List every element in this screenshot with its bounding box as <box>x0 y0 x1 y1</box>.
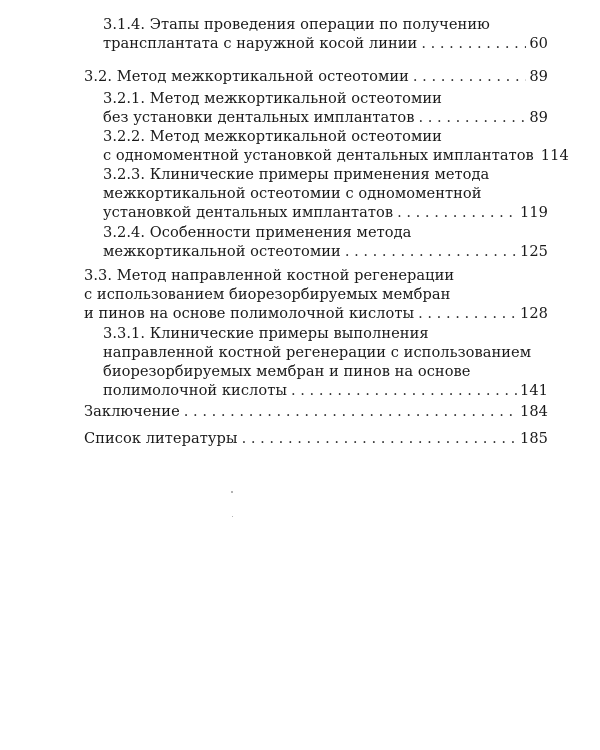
scan-speck <box>232 516 233 517</box>
toc-page-number: 125 <box>519 243 548 260</box>
toc-entry-title: биорезорбируемых мембран и пинов на основе <box>103 363 471 380</box>
toc-entry-title: 3.1.4. Этапы проведения операции по получению <box>103 16 490 33</box>
toc-page-number: 185 <box>519 430 548 447</box>
toc-page-number: 89 <box>529 109 548 126</box>
toc-entry-3-2-2[interactable] <box>103 127 569 165</box>
toc-entry-conclusion[interactable] <box>84 402 548 421</box>
dot-leader <box>421 34 526 53</box>
toc-page-number: 119 <box>519 204 548 221</box>
dot-leader <box>184 402 517 421</box>
toc-entry-title: межкортикальной остеотомии с одномоментной <box>103 185 482 202</box>
toc-entry-title: 3.3. Метод направленной костной регенерации <box>84 267 455 284</box>
toc-entry-title: без установки дентальных имплантатов <box>103 109 415 126</box>
toc-line <box>103 165 548 184</box>
toc-page-number: 128 <box>519 305 548 322</box>
toc-line <box>84 429 548 448</box>
dot-leader <box>397 203 517 222</box>
toc-line <box>103 127 548 146</box>
toc-entry-3-2-3[interactable] <box>103 165 548 222</box>
toc-entry-3-2[interactable] <box>84 67 548 86</box>
toc-line <box>84 402 548 421</box>
toc-line <box>84 304 548 323</box>
toc-entry-references[interactable] <box>84 429 548 448</box>
toc-entry-title: 3.3.1. Клинические примеры выполнения <box>103 325 429 342</box>
toc-page-number: 184 <box>519 403 548 420</box>
dot-leader <box>345 242 517 261</box>
toc-entry-title: 3.2.4. Особенности применения метода <box>103 224 412 241</box>
scan-speck <box>231 491 233 493</box>
dot-leader <box>291 381 517 400</box>
toc-line <box>103 34 548 53</box>
toc-entry-title: Заключение <box>84 403 180 420</box>
toc-page-number: 89 <box>529 68 548 85</box>
toc-entry-3-1-4[interactable] <box>103 15 548 53</box>
dot-leader <box>418 108 526 127</box>
toc-entry-title: Список литературы <box>84 430 238 447</box>
toc-entry-3-3[interactable] <box>84 266 548 323</box>
toc-line <box>103 324 548 343</box>
toc-entry-title: 3.2.1. Метод межкортикальной остеотомии <box>103 90 442 107</box>
toc-entry-title: 3.2.2. Метод межкортикальной остеотомии <box>103 128 442 145</box>
toc-line <box>103 184 548 203</box>
toc-line <box>84 285 548 304</box>
dot-leader <box>418 304 517 323</box>
toc-line <box>103 223 548 242</box>
toc-line <box>103 89 548 108</box>
toc-entry-title: 3.2. Метод межкортикальной остеотомии <box>84 68 409 85</box>
toc-page-number: 114 <box>540 147 569 164</box>
toc-entry-3-2-4[interactable] <box>103 223 548 261</box>
toc-line <box>103 146 569 165</box>
dot-leader <box>242 429 517 448</box>
toc-line <box>103 362 548 381</box>
toc-entry-title: трансплантата с наружной косой линии <box>103 35 418 52</box>
toc-page-number: 60 <box>529 35 548 52</box>
toc-line <box>103 203 548 222</box>
dot-leader <box>413 67 526 86</box>
toc-entry-title: межкортикальной остеотомии <box>103 243 341 260</box>
toc-entry-title: и пинов на основе полимолочной кислоты <box>84 305 415 322</box>
toc-entry-title: направленной костной регенерации с использованием <box>103 344 532 361</box>
toc-line <box>84 266 548 285</box>
toc-line <box>103 15 548 34</box>
toc-entry-3-2-1[interactable] <box>103 89 548 127</box>
toc-entry-title: полимолочной кислоты <box>103 382 287 399</box>
toc-entry-title: установкой дентальных имплантатов <box>103 204 394 221</box>
toc-entry-title: с использованием биорезорбируемых мембран <box>84 286 451 303</box>
toc-line <box>103 381 548 400</box>
toc-entry-title: с одномоментной установкой дентальных имплантатов <box>103 147 534 164</box>
toc-line <box>103 242 548 261</box>
toc-entry-title: 3.2.3. Клинические примеры применения метода <box>103 166 490 183</box>
toc-page-number: 141 <box>519 382 548 399</box>
toc-line <box>103 108 548 127</box>
toc-line <box>84 67 548 86</box>
toc-line <box>103 343 548 362</box>
toc-entry-3-3-1[interactable] <box>103 324 548 400</box>
